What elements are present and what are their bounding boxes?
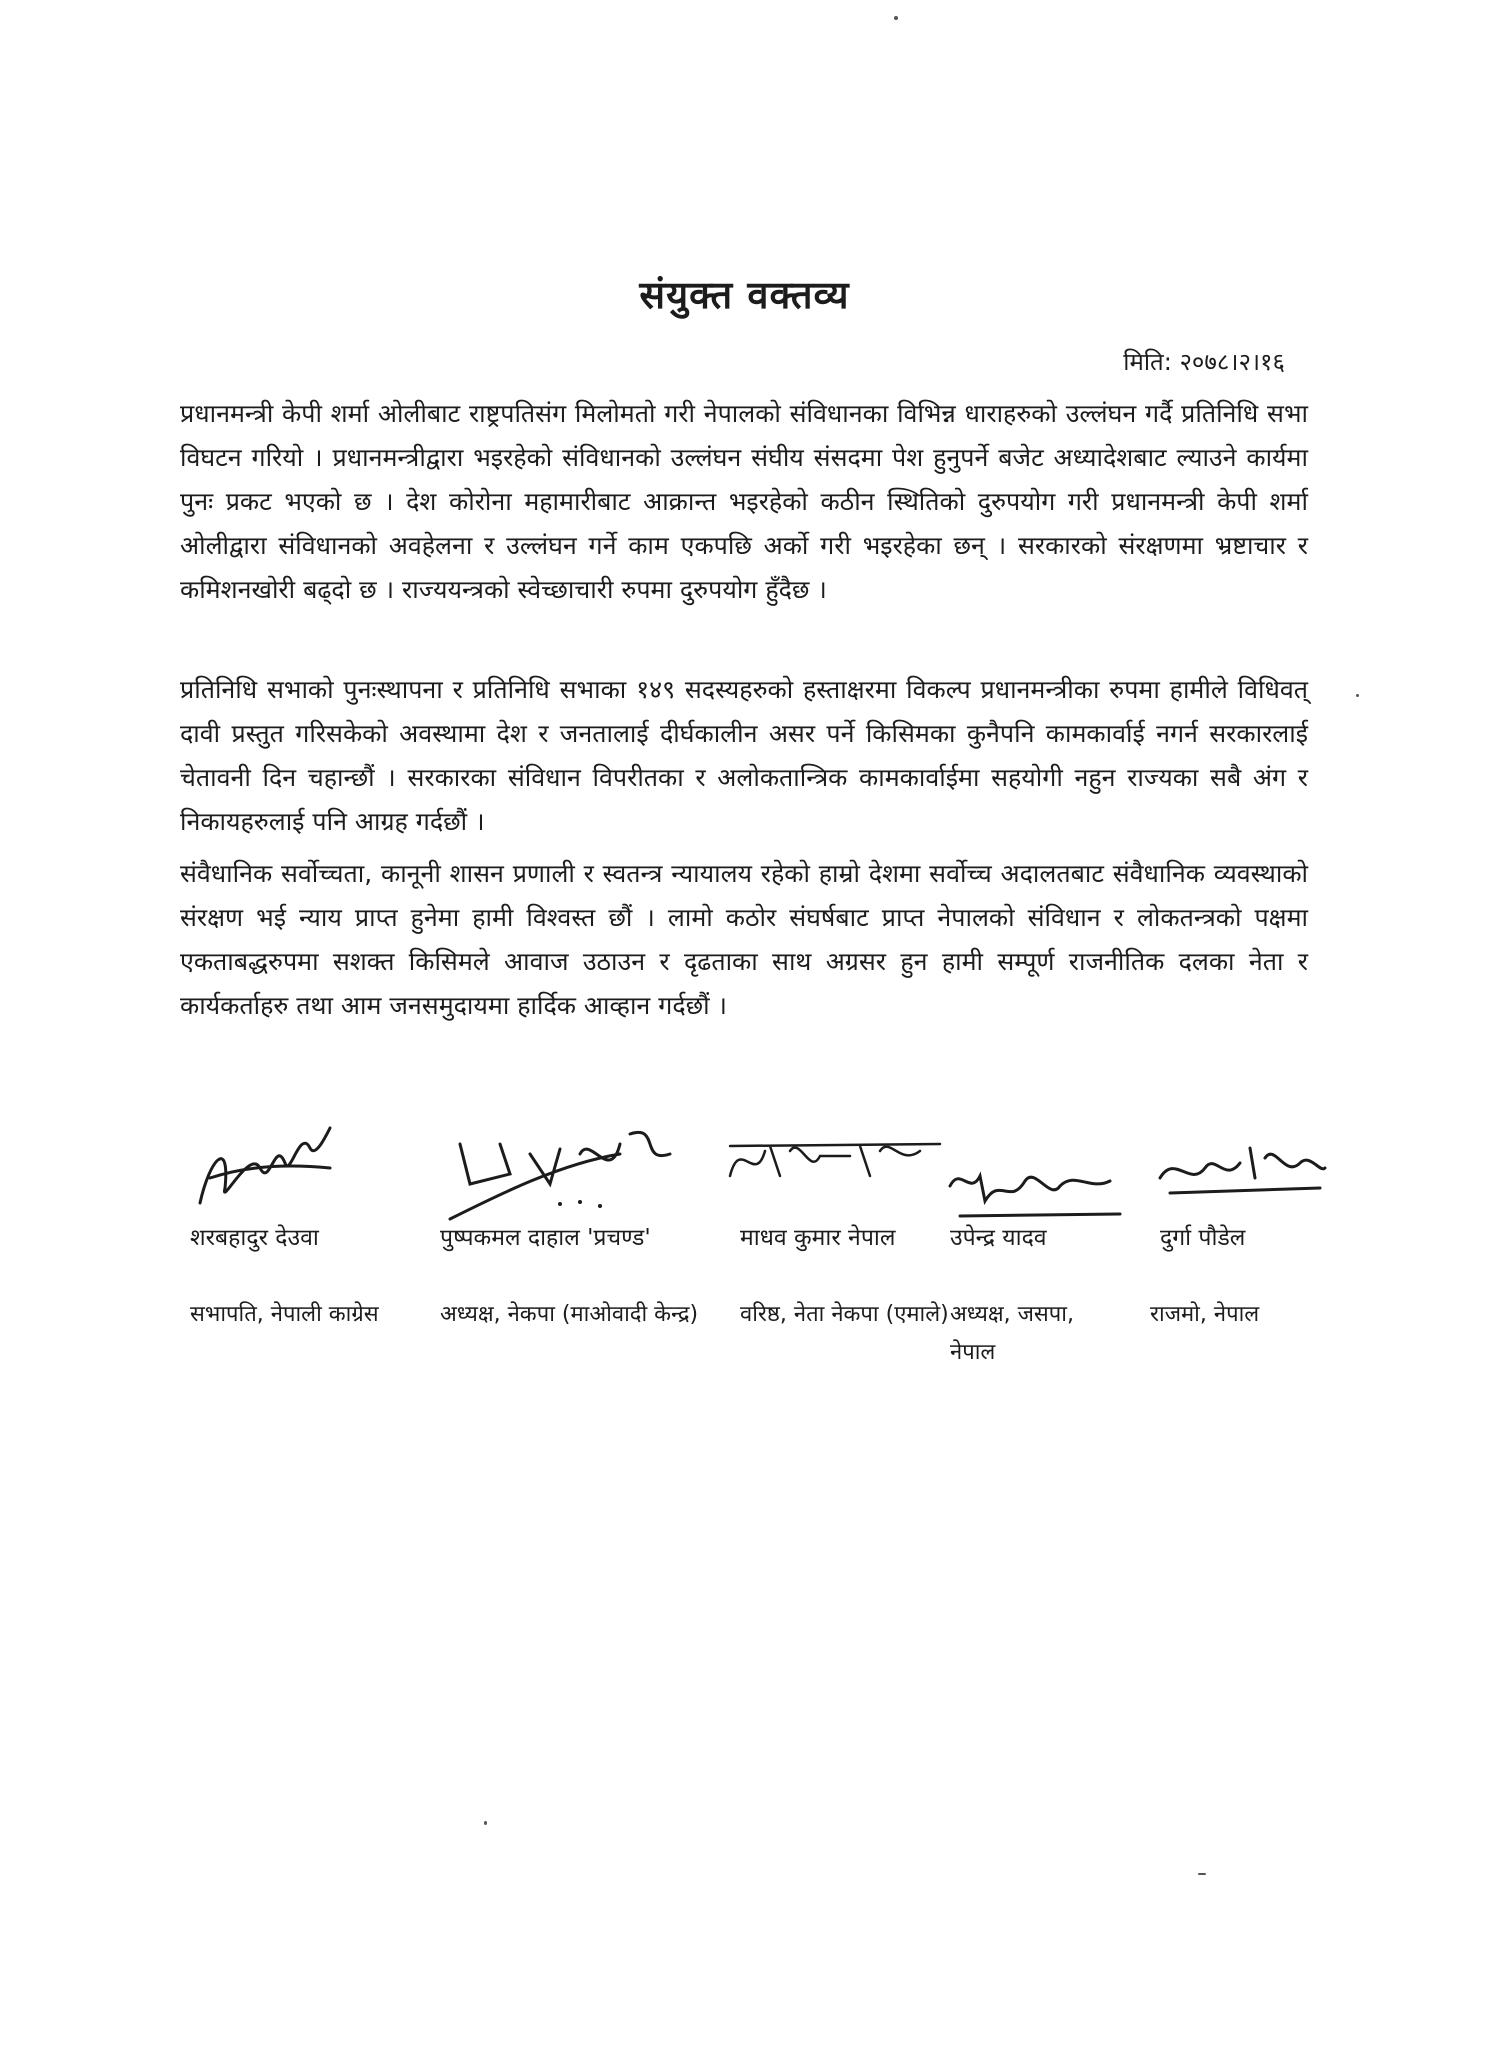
signatory-title-5: राजमो, नेपाल (1150, 1302, 1260, 1327)
paragraph-1: प्रधानमन्त्री केपी शर्मा ओलीबाट राष्ट्रपतिसंग मिलोमतो गरी नेपालको संविधानका विभिन्न धाराहरुको उल्लंघन गर्दै प्रतिनिधि सभा विघटन गरियो । प्रधानमन्त्रीद्वारा भइरहेको संविधानको उल्लंघन संघीय संसदमा पेश हुनुपर्ने बजेट अध्यादेशबाट ल्याउने कार्यमा पुनः प्रकट भएको छ । देश कोरोना महामारीबाट आक्रान्त भइरहेको कठीन स्थितिको दुरुपयोग गरी प्रधानमन्त्री केपी शर्मा ओलीद्वारा संविधानको अवहेलना र उल्लंघन गर्ने काम एकपछि अर्को गरी भइरहेका छन् । सरकारको संरक्षणमा भ्रष्टाचार र कमिशनखोरी बढ्दो छ । राज्ययन्त्रको स्वेच्छाचारी रुपमा दुरुपयोग हुँदैछ । (180, 399, 1308, 604)
scan-speck (1198, 1873, 1206, 1875)
scan-speck (484, 1821, 487, 1825)
signatory-name-1: शरबहादुर देउवा (190, 1225, 319, 1251)
signature-image-1 (190, 1108, 340, 1222)
signatory-title-3: वरिष्ठ, नेता नेकपा (एमाले) (740, 1302, 949, 1327)
handwritten-signature-icon (190, 1108, 340, 1218)
signatory-title-4: अध्यक्ष, जसपा, नेपाल (950, 1302, 1074, 1365)
signature-image-5 (1150, 1138, 1330, 1222)
paragraph-2: प्रतिनिधि सभाको पुनःस्थापना र प्रतिनिधि सभाका १४९ सदस्यहरुको हस्ताक्षरमा विकल्प प्रधानमन्त्रीका रुपमा हामीले विधिवत् दावी प्रस्तुत गरिसकेको अवस्थामा देश र जनतालाई दीर्घकालीन असर पर्ने किसिमका कुनैपनि कामकार्वाई नगर्न सरकारलाई चेतावनी दिन चहान्छौं । सरकारका संविधान विपरीतका र अलोकतान्त्रिक कामकार्वाईमा सहयोगी नहुन राज्यका सबै अंग र निकायहरुलाई पनि आग्रह गर्दछौं । (180, 675, 1308, 836)
signatory-name-4: उपेन्द्र यादव (950, 1225, 1047, 1251)
signatory-name-3: माधव कुमार नेपाल (740, 1225, 896, 1251)
document-title: संयुक्त वक्तव्य (639, 273, 850, 317)
signatory-name-2: पुष्पकमल दाहाल 'प्रचण्ड' (440, 1225, 651, 1251)
handwritten-signature-icon (1150, 1138, 1330, 1218)
paragraph-3: संवैधानिक सर्वोच्चता, कानूनी शासन प्रणाली र स्वतन्त्र न्यायालय रहेको हाम्रो देशमा सर्वोच्च अदालतबाट संवैधानिक व्यवस्थाको संरक्षण भई न्याय प्राप्त हुनेमा हामी विश्वस्त छौं । लामो कठोर संघर्षबाट प्राप्त नेपालको संविधान र लोकतन्त्रको पक्षमा एकताबद्धरुपमा सशक्त किसिमले आवाज उठाउन र दृढताका साथ अग्रसर हुन हामी सम्पूर्ण राजनीतिक दलका नेता र कार्यकर्ताहरु तथा आम जनसमुदायमा हार्दिक आव्हान गर्दछौं । (180, 859, 1308, 1020)
handwritten-signature-icon (720, 1126, 950, 1206)
signature-block (0, 1108, 1489, 1365)
handwritten-signature-icon (440, 1124, 680, 1234)
signatory-title-1: सभापति, नेपाली काग्रेस (190, 1302, 379, 1327)
scan-speck (894, 16, 898, 20)
scan-speck (1356, 694, 1359, 697)
document-date: मिति: २०७८।२।१६ (1123, 348, 1285, 376)
signatory-title-2: अध्यक्ष, नेकपा (माओवादी केन्द्र) (440, 1302, 699, 1327)
signature-image-3 (720, 1126, 950, 1210)
signatory-name-5: दुर्गा पौडेल (1160, 1225, 1246, 1251)
